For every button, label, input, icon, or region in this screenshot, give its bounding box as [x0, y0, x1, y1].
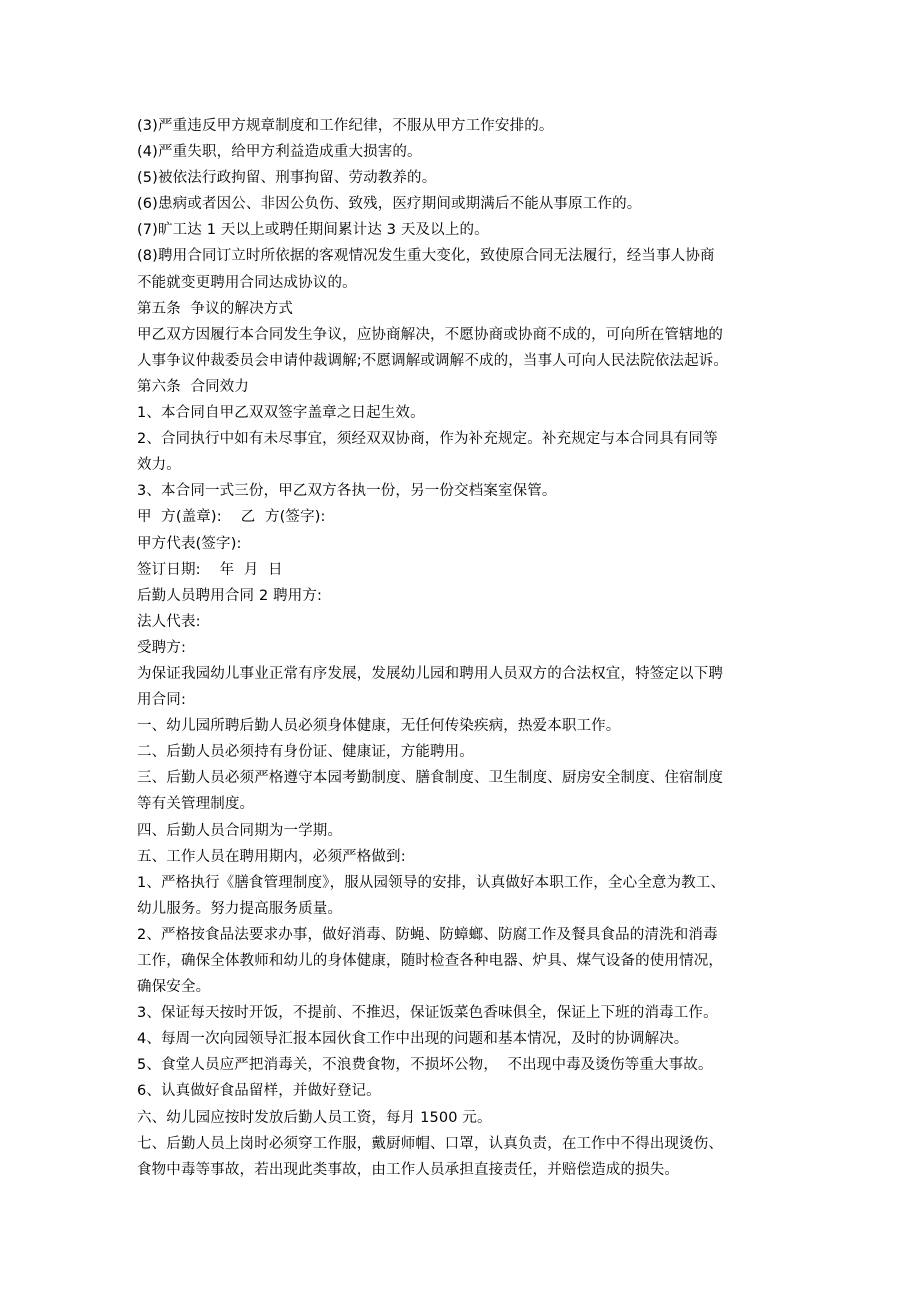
text-line: 2、合同执行中如有未尽事宜，须经双双协商，作为补充规定。补充规定与本合同具有同等 — [137, 431, 718, 448]
text-line: (5)被依法行政拘留、刑事拘留、劳动教养的。 — [137, 170, 437, 187]
text-line: 效力。 — [137, 457, 181, 474]
text-line: (7)旷工达 1 天以上或聘任期间累计达 3 天及以上的。 — [137, 222, 489, 239]
text-line: (6)患病或者因公、非因公负伤、致残，医疗期间或期满后不能从事原工作的。 — [137, 196, 642, 213]
text-line: 4、每周一次向园领导汇报本园伙食工作中出现的问题和基本情况，及时的协调解决。 — [137, 1031, 689, 1048]
text-line: 二、后勤人员必须持有身份证、健康证，方能聘用。 — [137, 744, 474, 761]
text-line: 不能就变更聘用合同达成协议的。 — [137, 274, 357, 291]
document-body — [137, 113, 797, 1183]
section-heading: 第六条 合同效力 — [137, 378, 250, 395]
contract-title-line: 后勤人员聘用合同 2 聘用方: — [137, 587, 323, 604]
text-line: 3、保证每天按时开饭，不提前、不推迟，保证饭菜色香味俱全，保证上下班的消毒工作。 — [137, 1005, 718, 1022]
text-line: 确保安全。 — [137, 979, 211, 996]
text-line: (4)严重失职，给甲方利益造成重大损害的。 — [137, 144, 422, 161]
signature-line: 甲 方(盖章): 乙 方(签字): — [137, 509, 326, 526]
text-line: 1、本合同自甲乙双双签字盖章之日起生效。 — [137, 405, 425, 422]
text-line: 五、工作人员在聘用期内，必须严格做到: — [137, 848, 406, 865]
text-line: 受聘方: — [137, 639, 186, 656]
text-line: 3、本合同一式三份，甲乙双方各执一份，另一份交档案室保管。 — [137, 483, 557, 500]
text-line: 用合同: — [137, 692, 186, 709]
section-heading: 第五条 争议的解决方式 — [137, 300, 294, 317]
text-line: 七、后勤人员上岗时必须穿工作服，戴厨师帽、口罩，认真负责，在工作中不得出现烫伤、 — [137, 1135, 723, 1152]
text-line: 2、严格按食品法要求办事，做好消毒、防蝇、防蟑螂、防腐工作及餐具食品的清洗和消毒 — [137, 926, 718, 943]
text-line: (8)聘用合同订立时所依据的客观情况发生重大变化，致使原合同无法履行，经当事人协商 — [137, 248, 715, 265]
text-line: 三、后勤人员必须严格遵守本园考勤制度、膳食制度、卫生制度、厨房安全制度、住宿制度 — [137, 770, 723, 787]
date-line: 签订日期: 年 月 日 — [137, 561, 283, 578]
text-line: 四、后勤人员合同期为一学期。 — [137, 822, 343, 839]
text-line: 1、严格执行《膳食管理制度》，服从园领导的安排，认真做好本职工作，全心全意为教工、 — [137, 874, 726, 891]
text-line: 食物中毒等事故，若出现此类事故，由工作人员承担直接责任，并赔偿造成的损失。 — [137, 1161, 680, 1178]
text-line: 六、幼儿园应按时发放后勤人员工资，每月 1500 元。 — [137, 1109, 492, 1126]
signature-line: 甲方代表(签字): — [137, 535, 242, 552]
text-line: 工作，确保全体教师和幼儿的身体健康，随时检查各种电器、炉具、煤气设备的使用情况， — [137, 953, 723, 969]
text-line: 甲乙双方因履行本合同发生争议，应协商解决，不愿协商或协商不成的，可向所在管辖地的 — [137, 326, 723, 343]
text-line: 6、认真做好食品留样，并做好登记。 — [137, 1083, 381, 1100]
text-line: 幼儿服务。努力提高服务质量。 — [137, 900, 343, 917]
text-line: 5、食堂人员应严把消毒关，不浪费食物，不损坏公物， 不出现中毒及烫伤等重大事故。 — [137, 1057, 713, 1074]
text-line: 法人代表: — [137, 613, 201, 630]
text-line: 一、幼儿园所聘后勤人员必须身体健康，无任何传染疾病，热爱本职工作。 — [137, 718, 621, 735]
text-line: 人事争议仲裁委员会申请仲裁调解;不愿调解或调解不成的，当事人可向人民法院依法起诉。 — [137, 352, 729, 369]
text-line: 为保证我园幼儿事业正常有序发展，发展幼儿园和聘用人员双方的合法权宜，特签定以下聘 — [137, 665, 723, 682]
text-line: (3)严重违反甲方规章制度和工作纪律，不服从甲方工作安排的。 — [137, 118, 554, 134]
text-line: 等有关管理制度。 — [137, 796, 255, 813]
